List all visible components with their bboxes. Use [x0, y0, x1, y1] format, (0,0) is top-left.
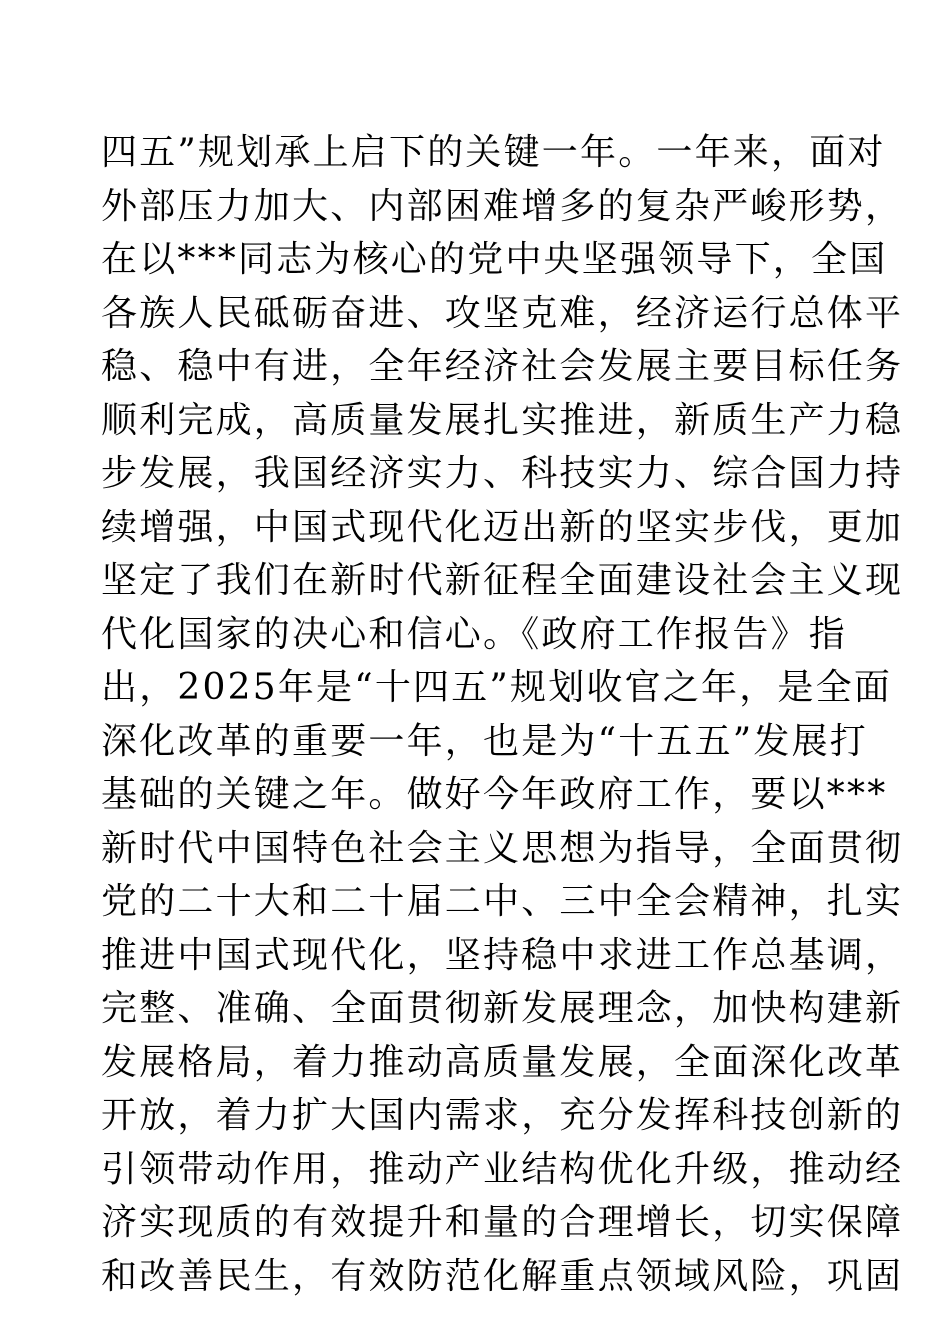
- text-line-13: 基础的关键之年。做好今年政府工作，要以***: [101, 774, 888, 815]
- text-line-12: 深化改革的重要一年，也是为“十五五”发展打: [101, 720, 869, 762]
- text-line-15: 党的二十大和二十届二中、三中全会精神，扎实: [101, 881, 904, 922]
- text-line-10: 代化国家的决心和信心。《政府工作报告》指: [101, 613, 848, 655]
- text-line-21: 济实现质的有效提升和量的合理增长，切实保障: [101, 1202, 904, 1243]
- text-line-5: 稳、稳中有进，全年经济社会发展主要目标任务: [101, 346, 904, 387]
- text-line-11: 出，2025年是“十四五”规划收官之年，是全面: [101, 667, 893, 708]
- text-line-16: 推进中国式现代化，坚持稳中求进工作总基调，: [101, 934, 904, 976]
- text-line-6: 顺利完成，高质量发展扎实推进，新质生产力稳: [101, 399, 904, 441]
- text-line-4: 各族人民砥砺奋进、攻坚克难，经济运行总体平: [101, 292, 904, 334]
- text-line-14: 新时代中国特色社会主义思想为指导，全面贯彻: [101, 827, 904, 869]
- text-line-2: 外部压力加大、内部困难增多的复杂严峻形势，: [101, 185, 904, 227]
- text-line-22: 和改善民生，有效防范化解重点领域风险，巩固: [101, 1255, 904, 1297]
- text-line-9: 坚定了我们在新时代新征程全面建设社会主义现: [101, 560, 904, 601]
- text-line-19: 开放，着力扩大国内需求，充分发挥科技创新的: [101, 1095, 904, 1136]
- text-line-8: 续增强，中国式现代化迈出新的坚实步伐，更加: [101, 506, 904, 548]
- text-line-1: 四五”规划承上启下的关键一年。一年来，面对: [101, 132, 886, 173]
- text-line-7: 步发展，我国经济实力、科技实力、综合国力持: [101, 453, 904, 494]
- text-line-3: 在以***同志为核心的党中央坚强领导下，全国: [101, 239, 888, 280]
- text-line-20: 引领带动作用，推动产业结构优化升级，推动经: [101, 1148, 904, 1190]
- text-line-18: 发展格局，着力推动高质量发展，全面深化改革: [101, 1041, 904, 1083]
- text-line-17: 完整、准确、全面贯彻新发展理念，加快构建新: [101, 988, 904, 1029]
- body-text: [101, 126, 904, 1303]
